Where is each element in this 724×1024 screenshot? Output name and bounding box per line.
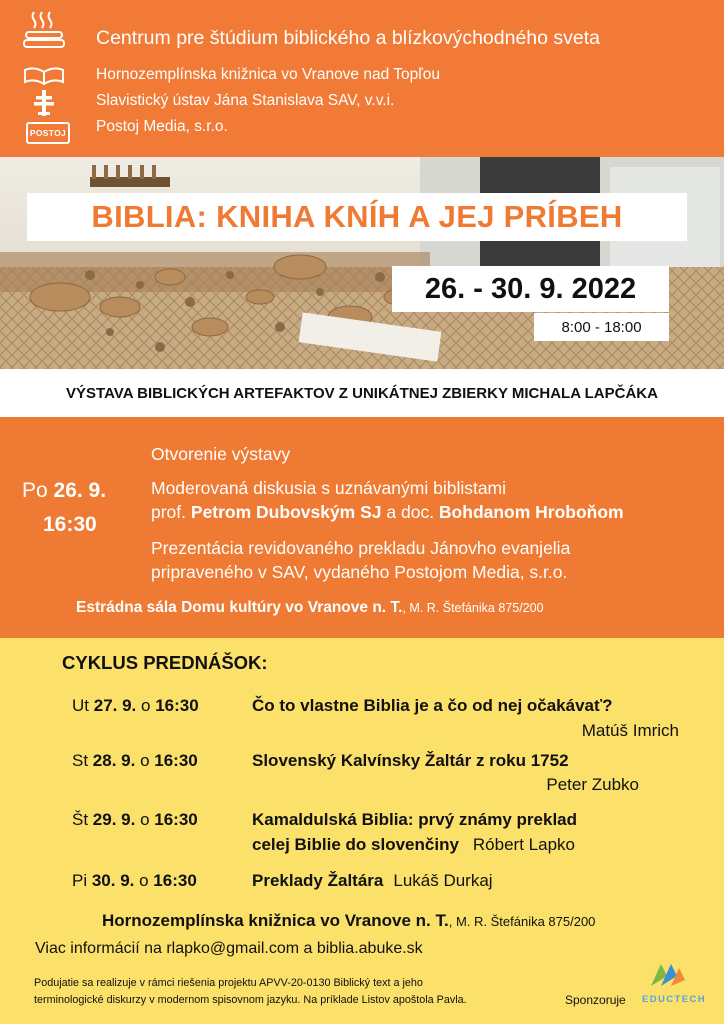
eductech-logo-icon: [647, 960, 687, 992]
lecture-4-time: 16:30: [153, 871, 197, 890]
event-time-box: [534, 313, 669, 341]
opening-line-4: Prezentácia revidovaného prekladu Jánovho evanjelia: [151, 538, 571, 558]
lecture-2-speaker: Peter Zubko: [546, 775, 639, 794]
lecture-4-day: Pi: [72, 871, 92, 890]
lecture-1-o: o: [136, 696, 156, 715]
opening-line-2: Moderovaná diskusia s uznávanými biblistami: [151, 478, 507, 498]
lecture-3-o: o: [135, 810, 155, 829]
postoj-logo-text: POSTOJ: [29, 128, 67, 138]
event-date: 26. - 30. 9. 2022: [424, 272, 637, 305]
center-logo-icon: [22, 10, 66, 50]
organizer-postoj: Postoj Media, s.r.o.: [96, 118, 228, 135]
lectures-heading: CYKLUS PREDNÁŠOK:: [62, 652, 268, 673]
opening-line-3: [151, 502, 624, 523]
opening-line-3-prefix: prof.: [151, 502, 191, 522]
opening-time: 16:30: [43, 513, 97, 536]
lecture-2-o: o: [135, 751, 155, 770]
lecture-2-day: St: [72, 751, 93, 770]
lecture-3-date: 29. 9.: [92, 810, 136, 829]
cross-icon: [34, 90, 54, 116]
lecture-2-title: Slovenský Kalvínsky Žaltár z roku 1752: [252, 751, 569, 770]
lecture-2-time: 16:30: [154, 751, 198, 770]
lecture-4-speaker: Lukáš Durkaj: [393, 871, 493, 890]
lecture-2-when: [72, 751, 198, 771]
opening-section: [0, 417, 724, 638]
lecture-1-day: Ut: [72, 696, 94, 715]
lecture-3-title: Kamaldulská Biblia: prvý známy preklad: [252, 810, 578, 829]
exhibition-line: VÝSTAVA BIBLICKÝCH ARTEFAKTOV Z UNIKÁTNEJ ZBIERKY MICHALA LAPČÁKA: [66, 384, 658, 402]
opening-day-date: 26. 9.: [53, 479, 107, 502]
lecture-3-title-cont: [252, 835, 575, 855]
postoj-logo: [26, 122, 70, 144]
lecture-4-when: [72, 871, 197, 891]
speaker-hrobon: Bohdanom Hroboňom: [438, 502, 624, 522]
event-time: 8:00 - 18:00: [561, 318, 642, 336]
opening-line-5: pripraveného v SAV, vydaného Postojom Media, s.r.o.: [151, 562, 568, 582]
lecture-1-time: 16:30: [155, 696, 199, 715]
info-line: Viac informácií na rlapko@gmail.com a biblia.abuke.sk: [35, 940, 423, 957]
footnote-line-1: Podujatie sa realizuje v rámci riešenia projektu APVV-20-0130 Biblický text a jeho: [34, 977, 423, 989]
lecture-3-speaker: Róbert Lapko: [472, 835, 575, 854]
event-title: BIBLIA: KNIHA KNÍH A JEJ PRÍBEH: [91, 199, 623, 234]
lecture-4-row: [252, 871, 493, 891]
library-venue: [102, 911, 595, 931]
opening-venue-name: Estrádna sála Domu kultúry vo Vranove n. T.: [76, 599, 403, 616]
library-book-icon: [22, 64, 66, 86]
lecture-1-title: Čo to vlastne Biblia je a čo od nej očakávať?: [252, 696, 613, 715]
opening-line-1: Otvorenie výstavy: [151, 444, 291, 464]
speaker-dubovsky: Petrom Dubovským SJ: [190, 502, 382, 522]
opening-day-prefix: Po: [22, 479, 54, 502]
organizer-sav: Slavistický ústav Jána Stanislava SAV, v.v.i.: [96, 92, 395, 109]
library-venue-address: , M. R. Štefánika 875/200: [448, 914, 596, 929]
opening-venue-address: , M. R. Štefánika 875/200: [402, 601, 544, 615]
eductech-logo-text: EDUCTECH: [642, 994, 706, 1005]
lecture-1-when: [72, 696, 199, 716]
organizer-main: Centrum pre štúdium biblického a blízkovýchodného sveta: [96, 27, 601, 49]
lecture-1-date: 27. 9.: [93, 696, 137, 715]
lecture-3-day: Št: [72, 810, 93, 829]
lecture-2-date: 28. 9.: [92, 751, 136, 770]
library-venue-name: Hornozemplínska knižnica vo Vranove n. T.: [102, 911, 449, 930]
event-date-box: [392, 266, 669, 312]
lecture-4-date: 30. 9.: [91, 871, 135, 890]
opening-venue: [76, 599, 544, 617]
opening-line-3-mid: a doc.: [381, 502, 439, 522]
opening-day: [22, 479, 106, 503]
lecture-4-o: o: [134, 871, 154, 890]
lecture-3-when: [72, 810, 198, 830]
lecture-3-time: 16:30: [154, 810, 198, 829]
organizer-library: Hornozemplínska knižnica vo Vranove nad Topľou: [96, 66, 440, 83]
exhibition-bar: [0, 369, 724, 417]
sponsor-label: Sponzoruje: [565, 993, 626, 1007]
lecture-1-speaker: Matúš Imrich: [581, 721, 679, 740]
event-title-box: [27, 193, 687, 241]
lecture-3-title-line2: celej Biblie do slovenčiny: [252, 835, 459, 854]
header-band: [0, 0, 724, 157]
lecture-4-title: Preklady Žaltára: [252, 871, 384, 890]
footnote-line-2: terminologické diskurzy v modernom spisovnom jazyku. Na príklade Listov apoštola Pavla.: [34, 994, 467, 1006]
